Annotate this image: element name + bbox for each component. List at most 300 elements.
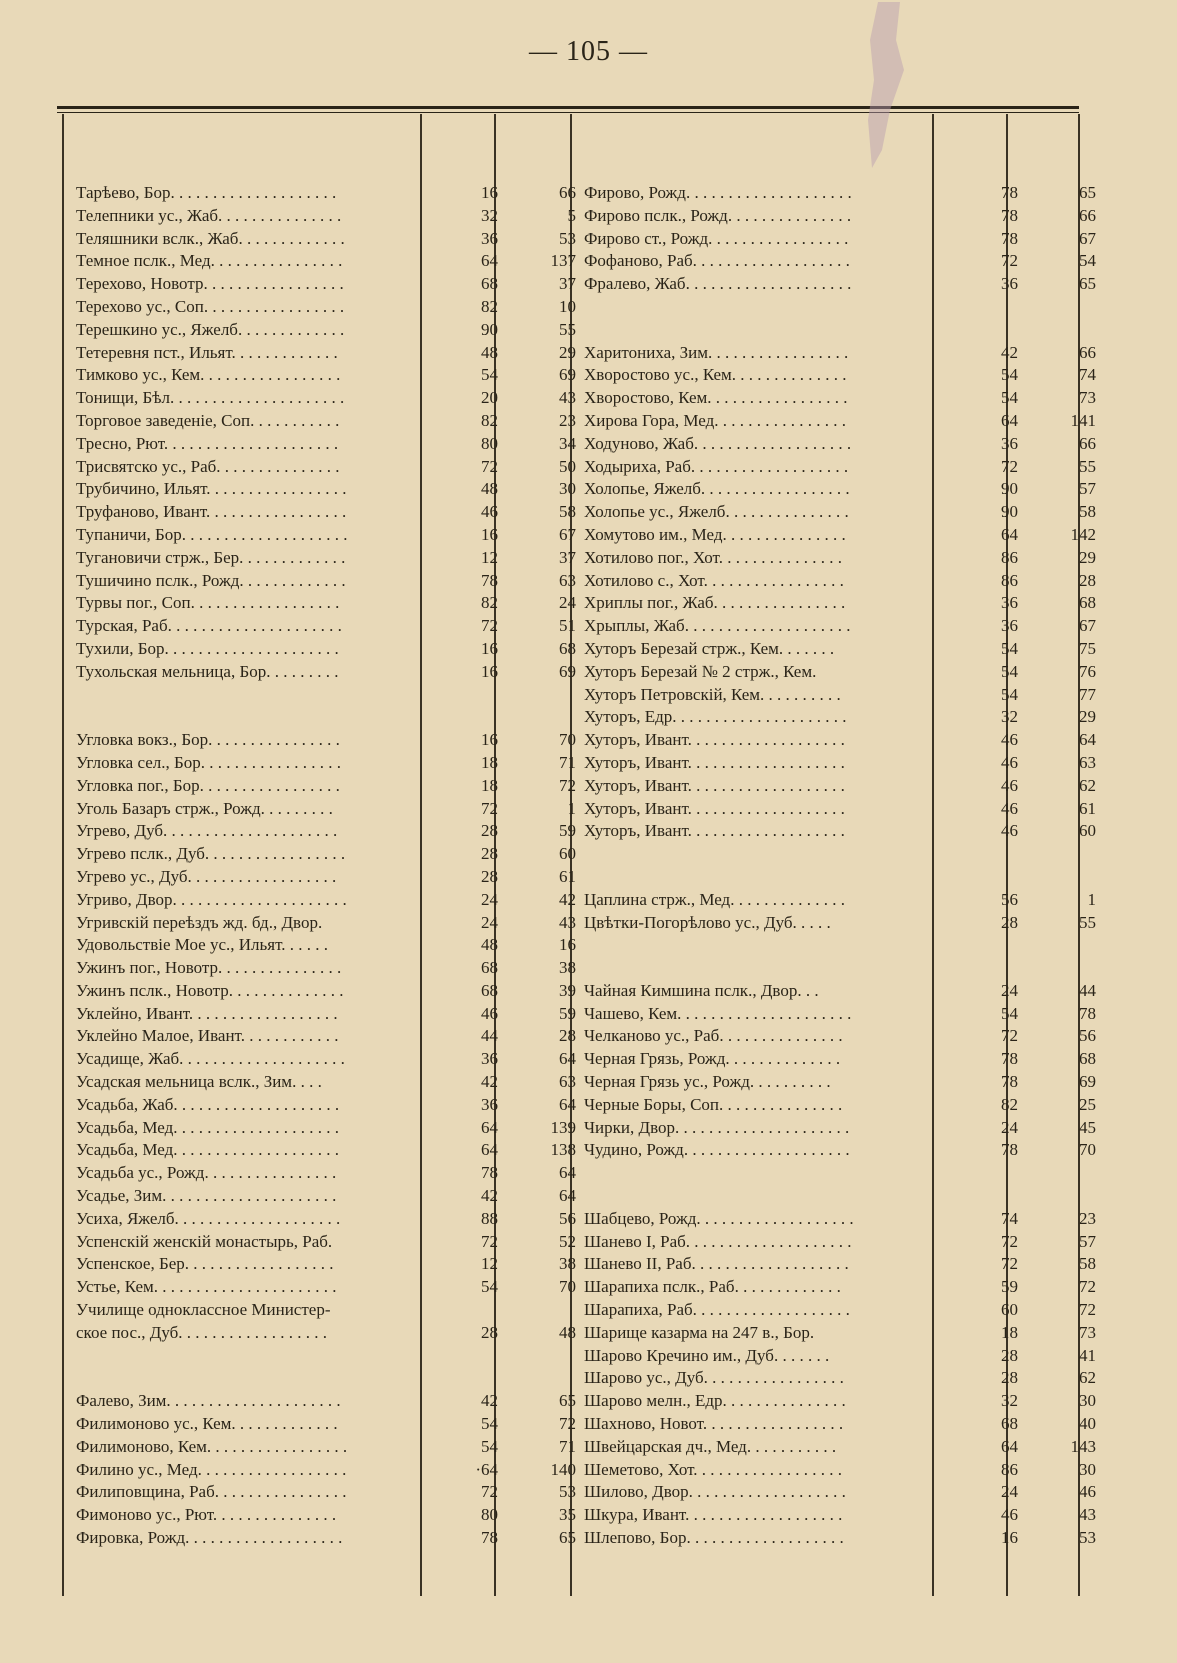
entry-map-sheet-number: 24 (481, 889, 498, 909)
entry-place-name: Усадьба ус., Рожд. . . . . . . . . . . . . . . . (76, 1163, 337, 1183)
entry-item-number: 5 (567, 205, 576, 225)
entry-item-number: 54 (1079, 251, 1096, 271)
entry-map-sheet-number: 86 (1001, 547, 1018, 567)
entry-item-number: 39 (559, 980, 576, 1000)
entry-item-number: 38 (559, 958, 576, 978)
entry-place-name: Угрево пслк., Дуб. . . . . . . . . . . . . . . . . (76, 844, 346, 864)
entry-place-name: Хирова Гора, Мед. . . . . . . . . . . . . . . . (584, 410, 846, 430)
entry-place-name: Хриплы пог., Жаб. . . . . . . . . . . . . . . . (584, 593, 846, 613)
entry-map-sheet-number: 46 (1001, 1505, 1018, 1525)
header-rule-thin (57, 112, 1079, 113)
entry-map-sheet-number: 82 (481, 593, 498, 613)
entry-item-number: 74 (1079, 365, 1096, 385)
entry-item-number: 139 (550, 1117, 576, 1137)
entry-place-name: Филино ус., Мед. . . . . . . . . . . . . . . . . . (76, 1459, 347, 1479)
entry-place-name: Тушичино пслк., Рожд. . . . . . . . . . . . . (76, 570, 346, 590)
entry-map-sheet-number: 90 (481, 319, 498, 339)
entry-map-sheet-number: 78 (1001, 205, 1018, 225)
entry-map-sheet-number: 36 (1001, 274, 1018, 294)
column-divider-left-num1 (420, 114, 422, 1596)
entry-map-sheet-number: 54 (1001, 365, 1018, 385)
entry-place-name: Филимоново, Кем. . . . . . . . . . . . . . . . . (76, 1436, 348, 1456)
entry-place-name: Угловка пог., Бор. . . . . . . . . . . . . . . . . (76, 775, 340, 795)
entry-item-number: 72 (559, 1414, 576, 1434)
column-divider-right-num1 (932, 114, 934, 1596)
entry-map-sheet-number: 28 (1001, 1368, 1018, 1388)
entry-item-number: 64 (559, 1094, 576, 1114)
entry-map-sheet-number: 90 (1001, 479, 1018, 499)
entry-map-sheet-number: 78 (1001, 1049, 1018, 1069)
entry-map-sheet-number: 68 (1001, 1414, 1018, 1434)
entry-item-number: 42 (559, 889, 576, 909)
entry-item-number: 138 (550, 1140, 576, 1160)
entry-item-number: 53 (1079, 1528, 1096, 1548)
entry-map-sheet-number: 24 (1001, 980, 1018, 1000)
entry-place-name: Терехово ус., Соп. . . . . . . . . . . . . . . . . (76, 296, 345, 316)
entry-map-sheet-number: 72 (1001, 1026, 1018, 1046)
entry-item-number: 23 (1079, 1208, 1096, 1228)
entry-map-sheet-number: 59 (1001, 1277, 1018, 1297)
entry-place-name: Тугановичи стрж., Бер. . . . . . . . . . . . . (76, 547, 346, 567)
entry-place-name: Хуторъ, Ивант. . . . . . . . . . . . . . . . . . . (584, 821, 845, 841)
entry-place-name: Угрево ус., Дуб. . . . . . . . . . . . . . . . . . (76, 866, 337, 886)
entry-item-number: 61 (1079, 798, 1096, 818)
entry-place-name: Тарѣево, Бор. . . . . . . . . . . . . . . . . . . . (76, 183, 337, 202)
entry-item-number: 64 (559, 1049, 576, 1069)
header-rule-thick (57, 106, 1079, 109)
entry-item-number: 69 (559, 661, 576, 681)
entry-item-number: 10 (559, 296, 576, 316)
entry-place-name: Фирово пслк., Рожд. . . . . . . . . . . . . . . (584, 205, 852, 225)
entry-place-name: Черная Грязь ус., Рожд. . . . . . . . . . (584, 1072, 831, 1092)
entry-item-number: 68 (1079, 1049, 1096, 1069)
entry-place-name: Фралево, Жаб. . . . . . . . . . . . . . . . . . . . (584, 274, 852, 294)
entry-item-number: 40 (1079, 1414, 1096, 1434)
entry-map-sheet-number: 54 (1001, 638, 1018, 658)
entry-item-number: 66 (1079, 205, 1096, 225)
entry-place-name: Харитониха, Зим. . . . . . . . . . . . . . . . . (584, 342, 849, 362)
entry-item-number: 72 (1079, 1300, 1096, 1320)
entry-map-sheet-number: 72 (481, 1482, 498, 1502)
entry-place-name: Хуторъ Петровскій, Кем. . . . . . . . . . (584, 684, 841, 704)
entry-place-name: Угриво, Двор. . . . . . . . . . . . . . . . . . . . . (76, 889, 347, 909)
entry-item-number: 70 (559, 730, 576, 750)
entry-item-number: 53 (559, 228, 576, 248)
entry-place-name: Угрево, Дуб. . . . . . . . . . . . . . . . . . . . . (76, 821, 338, 841)
entry-item-number: 61 (559, 866, 576, 886)
entry-map-sheet-number: 28 (1001, 1345, 1018, 1365)
entry-map-sheet-number: 28 (481, 1322, 498, 1342)
entry-item-number: 28 (1079, 570, 1096, 590)
entry-place-name: Шанево II, Раб. . . . . . . . . . . . . . . . . . . (584, 1254, 849, 1274)
entry-item-number: 43 (1079, 1505, 1096, 1525)
entry-item-number: 62 (1079, 775, 1096, 795)
entry-item-number: 76 (1079, 661, 1096, 681)
entry-item-number: 73 (1079, 1322, 1096, 1342)
entry-place-name: Фировка, Рожд. . . . . . . . . . . . . . . . . . . (76, 1528, 343, 1548)
entry-map-sheet-number: 44 (481, 1026, 498, 1046)
entry-place-name: Чайная Кимшина пслк., Двор. . . (584, 980, 819, 1000)
entry-place-name: Терешкино ус., Яжелб. . . . . . . . . . . . . (76, 319, 345, 339)
entry-place-name: Шкура, Ивант. . . . . . . . . . . . . . . . . . . (584, 1505, 843, 1525)
entry-map-sheet-number: 72 (481, 456, 498, 476)
entry-item-number: 59 (559, 821, 576, 841)
entry-item-number: 29 (1079, 547, 1096, 567)
entry-item-number: 29 (1079, 707, 1096, 727)
entry-item-number: 16 (559, 935, 576, 955)
entry-item-number: 30 (559, 479, 576, 499)
entry-map-sheet-number: 60 (1001, 1300, 1018, 1320)
entry-place-name: Шарово ус., Дуб. . . . . . . . . . . . . . . . . (584, 1368, 844, 1388)
entry-map-sheet-number: 32 (481, 205, 498, 225)
entry-item-number: 65 (1079, 183, 1096, 202)
entry-map-sheet-number: 20 (481, 388, 498, 408)
entry-map-sheet-number: 54 (481, 1277, 498, 1297)
entry-map-sheet-number: 72 (481, 616, 498, 636)
entry-place-name: Швейцарская дч., Мед. . . . . . . . . . . (584, 1436, 837, 1456)
entry-item-number: 29 (559, 342, 576, 362)
entry-place-name: Торговое заведеніе, Соп. . . . . . . . . . . (76, 410, 340, 430)
library-stamp-mark (860, 0, 908, 170)
entry-map-sheet-number: 78 (481, 570, 498, 590)
entry-map-sheet-number: 72 (1001, 251, 1018, 271)
entry-item-number: 41 (1079, 1345, 1096, 1365)
entry-map-sheet-number: 42 (481, 1072, 498, 1092)
entry-place-name: Хотилово пог., Хот. . . . . . . . . . . . . . . (584, 547, 842, 567)
entry-place-name: Уклейно Малое, Ивант. . . . . . . . . . . . (76, 1026, 339, 1046)
entry-place-name: Усадище, Жаб. . . . . . . . . . . . . . . . . . . . (76, 1049, 345, 1069)
entry-item-number: 56 (1079, 1026, 1096, 1046)
entry-place-name: Чудино, Рожд. . . . . . . . . . . . . . . . . . . . (584, 1140, 850, 1160)
entry-item-number: 37 (559, 274, 576, 294)
entry-place-name: Шарище казарма на 247 в., Бор. (584, 1322, 815, 1342)
entry-item-number: 58 (1079, 502, 1096, 522)
entry-item-number: 66 (1079, 433, 1096, 453)
entry-item-number: 38 (559, 1254, 576, 1274)
entry-map-sheet-number: 46 (1001, 775, 1018, 795)
entry-item-number: 66 (1079, 342, 1096, 362)
entry-item-number: 63 (559, 1072, 576, 1092)
entry-place-name: Чирки, Двор. . . . . . . . . . . . . . . . . . . . . (584, 1117, 850, 1137)
entry-item-number: 140 (550, 1459, 576, 1479)
entry-place-name: Усадьба, Мед. . . . . . . . . . . . . . . . . . . . (76, 1140, 340, 1160)
entry-place-name: Усиха, Яжелб. . . . . . . . . . . . . . . . . . . . (76, 1208, 341, 1228)
entry-item-number: 143 (1070, 1436, 1096, 1456)
entry-map-sheet-number: 24 (1001, 1117, 1018, 1137)
entry-map-sheet-number: 16 (481, 638, 498, 658)
entry-map-sheet-number: 54 (1001, 684, 1018, 704)
entry-map-sheet-number: 82 (481, 410, 498, 430)
entry-place-name: Черные Боры, Соп. . . . . . . . . . . . . . . (584, 1094, 843, 1114)
entry-item-number: 67 (1079, 228, 1096, 248)
entry-map-sheet-number: 46 (1001, 730, 1018, 750)
entry-map-sheet-number: 64 (481, 251, 498, 271)
entry-item-number: 62 (1079, 1368, 1096, 1388)
entry-item-number: 75 (1079, 638, 1096, 658)
entry-place-name: Хуторъ, Ивант. . . . . . . . . . . . . . . . . . . (584, 730, 845, 750)
entry-map-sheet-number: 18 (1001, 1322, 1018, 1342)
entry-place-name: Фофаново, Раб. . . . . . . . . . . . . . . . . . . (584, 251, 850, 271)
entry-map-sheet-number: 46 (1001, 752, 1018, 772)
entry-place-name: Челканово ус., Раб. . . . . . . . . . . . . . . (584, 1026, 843, 1046)
entry-place-name: Ходыриха, Раб. . . . . . . . . . . . . . . . . . . (584, 456, 849, 476)
entry-map-sheet-number: 78 (1001, 183, 1018, 202)
entry-place-name: Темное пслк., Мед. . . . . . . . . . . . . . . . (76, 251, 343, 271)
entry-item-number: 65 (1079, 274, 1096, 294)
entry-map-sheet-number: 72 (1001, 456, 1018, 476)
entry-place-name: Успенское, Бер. . . . . . . . . . . . . . . . . . (76, 1254, 334, 1274)
entry-item-number: 68 (559, 638, 576, 658)
entry-item-number: 78 (1079, 1003, 1096, 1023)
entry-map-sheet-number: 24 (1001, 1482, 1018, 1502)
entry-item-number: 23 (559, 410, 576, 430)
entry-place-name: Устье, Кем. . . . . . . . . . . . . . . . . . . . . . (76, 1277, 337, 1297)
entry-item-number: 44 (1079, 980, 1096, 1000)
entry-place-name: Филимоново ус., Кем. . . . . . . . . . . . . (76, 1414, 338, 1434)
entry-place-name: Шилово, Двор. . . . . . . . . . . . . . . . . . . (584, 1482, 846, 1502)
entry-place-name: Филиповщина, Раб. . . . . . . . . . . . . . . . (76, 1482, 347, 1502)
entry-place-name: Хотилово с., Хот. . . . . . . . . . . . . . . . . (584, 570, 844, 590)
entry-item-number: 55 (559, 319, 576, 339)
entry-map-sheet-number: 12 (481, 547, 498, 567)
entry-map-sheet-number: 36 (1001, 593, 1018, 613)
entry-item-number: 24 (559, 593, 576, 613)
entry-map-sheet-number: 88 (481, 1208, 498, 1228)
entry-place-name: Шеметово, Хот. . . . . . . . . . . . . . . . . . (584, 1459, 842, 1479)
entry-place-name: Угловка вокз., Бор. . . . . . . . . . . . . . . . (76, 730, 340, 750)
entry-map-sheet-number: 18 (481, 752, 498, 772)
entry-place-name: Тетеревня пст., Ильят. . . . . . . . . . . . . (76, 342, 338, 362)
entry-place-name: ское пос., Дуб. . . . . . . . . . . . . . . . . . (76, 1322, 328, 1342)
entry-map-sheet-number: 16 (481, 183, 498, 202)
page-number: — 105 — (529, 36, 648, 67)
entry-place-name: Усадье, Зим. . . . . . . . . . . . . . . . . . . . . (76, 1186, 337, 1206)
entry-place-name: Турвы пог., Соп. . . . . . . . . . . . . . . . . . (76, 593, 340, 613)
entry-place-name: Усадьба, Мед. . . . . . . . . . . . . . . . . . . . (76, 1117, 340, 1137)
entry-map-sheet-number: 64 (1001, 524, 1018, 544)
entry-item-number: 1 (1087, 889, 1096, 909)
entry-item-number: 28 (559, 1026, 576, 1046)
entry-map-sheet-number: 86 (1001, 1459, 1018, 1479)
entry-place-name: Хуторъ, Ивант. . . . . . . . . . . . . . . . . . . (584, 775, 845, 795)
entry-place-name: Хуторъ, Едр. . . . . . . . . . . . . . . . . . . . . (584, 707, 847, 727)
entry-map-sheet-number: 12 (481, 1254, 498, 1274)
entry-map-sheet-number: 42 (1001, 342, 1018, 362)
entry-map-sheet-number: 48 (481, 935, 498, 955)
entry-place-name: Хуторъ, Ивант. . . . . . . . . . . . . . . . . . . (584, 798, 845, 818)
entry-item-number: 55 (1079, 456, 1096, 476)
entry-item-number: 58 (1079, 1254, 1096, 1274)
entry-item-number: 35 (559, 1505, 576, 1525)
entry-place-name: Шарапиха пслк., Раб. . . . . . . . . . . . . (584, 1277, 841, 1297)
entry-place-name: Трисвятско ус., Раб. . . . . . . . . . . . . . . (76, 456, 340, 476)
entry-map-sheet-number: 46 (1001, 821, 1018, 841)
entry-item-number: 73 (1079, 388, 1096, 408)
entry-map-sheet-number: 28 (481, 821, 498, 841)
entry-place-name: Теляшники вслк., Жаб. . . . . . . . . . . . . (76, 228, 345, 248)
entry-place-name: Угривскій переѣздъ жд. бд., Двор. (76, 912, 323, 932)
entry-item-number: 50 (559, 456, 576, 476)
entry-place-name: Тухольская мельница, Бор. . . . . . . . . (76, 661, 339, 681)
entry-item-number: 57 (1079, 479, 1096, 499)
entry-map-sheet-number: 72 (1001, 1231, 1018, 1251)
entry-place-name: Чашево, Кем. . . . . . . . . . . . . . . . . . . . . (584, 1003, 852, 1023)
entry-item-number: 72 (1079, 1277, 1096, 1297)
entry-map-sheet-number: 28 (1001, 912, 1018, 932)
entry-place-name: Ужинъ пслк., Новотр. . . . . . . . . . . . . . (76, 980, 344, 1000)
entry-item-number: 59 (559, 1003, 576, 1023)
entry-place-name: Шарапиха, Раб. . . . . . . . . . . . . . . . . . . (584, 1300, 850, 1320)
entry-place-name: Тупаничи, Бор. . . . . . . . . . . . . . . . . . . . (76, 524, 348, 544)
entry-map-sheet-number: 28 (481, 844, 498, 864)
entry-place-name: Холопье ус., Яжелб. . . . . . . . . . . . . . . (584, 502, 849, 522)
entry-map-sheet-number: 72 (481, 1231, 498, 1251)
entry-place-name: Цаплина стрж., Мед. . . . . . . . . . . . . . (584, 889, 845, 909)
entry-map-sheet-number: 36 (1001, 433, 1018, 453)
entry-map-sheet-number: 86 (1001, 570, 1018, 590)
entry-item-number: 30 (1079, 1459, 1096, 1479)
entry-map-sheet-number: 54 (481, 1436, 498, 1456)
entry-item-number: 43 (559, 912, 576, 932)
entry-map-sheet-number: 48 (481, 342, 498, 362)
entry-item-number: 52 (559, 1231, 576, 1251)
entry-item-number: 69 (559, 365, 576, 385)
entry-item-number: 70 (559, 1277, 576, 1297)
entry-map-sheet-number: 36 (1001, 616, 1018, 636)
entry-item-number: 60 (1079, 821, 1096, 841)
entry-map-sheet-number: 64 (1001, 410, 1018, 430)
entry-place-name: Тимково ус., Кем. . . . . . . . . . . . . . . . . (76, 365, 341, 385)
entry-place-name: Терехово, Новотр. . . . . . . . . . . . . . . . . (76, 274, 344, 294)
entry-item-number: 55 (1079, 912, 1096, 932)
entry-map-sheet-number: 48 (481, 479, 498, 499)
entry-map-sheet-number: 78 (481, 1528, 498, 1548)
entry-item-number: 63 (559, 570, 576, 590)
entry-item-number: 67 (559, 524, 576, 544)
entry-place-name: Холопье, Яжелб. . . . . . . . . . . . . . . . . . (584, 479, 850, 499)
entry-place-name: Шанево I, Раб. . . . . . . . . . . . . . . . . . . . (584, 1231, 852, 1251)
entry-item-number: 64 (559, 1163, 576, 1183)
entry-place-name: Фимоново ус., Рют. . . . . . . . . . . . . . . (76, 1505, 337, 1525)
entry-map-sheet-number: 16 (481, 661, 498, 681)
entry-map-sheet-number: 72 (481, 798, 498, 818)
entry-place-name: Ужинъ пог., Новотр. . . . . . . . . . . . . . . (76, 958, 342, 978)
entry-place-name: Усадская мельница вслк., Зим. . . . (76, 1072, 322, 1092)
entry-place-name: Шарово Кречино им., Дуб. . . . . . . (584, 1345, 830, 1365)
entry-item-number: 64 (1079, 730, 1096, 750)
entry-item-number: 43 (559, 388, 576, 408)
table-border-left (62, 114, 64, 1596)
entry-map-sheet-number: 64 (1001, 1436, 1018, 1456)
entry-map-sheet-number: 46 (1001, 798, 1018, 818)
entry-place-name: Телепники ус., Жаб. . . . . . . . . . . . . . . (76, 205, 342, 225)
entry-place-name: Хуторъ Березай № 2 стрж., Кем. (584, 661, 817, 681)
entry-place-name: Тухили, Бор. . . . . . . . . . . . . . . . . . . . . (76, 638, 339, 658)
entry-map-sheet-number: 54 (1001, 388, 1018, 408)
entry-place-name: Черная Грязь, Рожд. . . . . . . . . . . . . . (584, 1049, 841, 1069)
entry-place-name: Училище одноклассное Министер- (76, 1300, 331, 1320)
entry-map-sheet-number: 68 (481, 980, 498, 1000)
entry-map-sheet-number: 42 (481, 1186, 498, 1206)
entry-place-name: Шахново, Новот. . . . . . . . . . . . . . . . . (584, 1414, 844, 1434)
entry-item-number: 65 (559, 1391, 576, 1411)
entry-item-number: 56 (559, 1208, 576, 1228)
entry-place-name: Хворостово, Кем. . . . . . . . . . . . . . . . . (584, 388, 848, 408)
entry-item-number: 70 (1079, 1140, 1096, 1160)
entry-item-number: 57 (1079, 1231, 1096, 1251)
entry-item-number: 34 (559, 433, 576, 453)
entry-place-name: Тресно, Рют. . . . . . . . . . . . . . . . . . . . . (76, 433, 339, 453)
entry-map-sheet-number: 18 (481, 775, 498, 795)
entry-item-number: 141 (1070, 410, 1096, 430)
entry-map-sheet-number: 32 (1001, 1391, 1018, 1411)
entry-place-name: Шарово мелн., Едр. . . . . . . . . . . . . . . (584, 1391, 846, 1411)
entry-item-number: 77 (1079, 684, 1096, 704)
entry-map-sheet-number: 42 (481, 1391, 498, 1411)
entry-map-sheet-number: 54 (1001, 661, 1018, 681)
entry-item-number: 1 (567, 798, 576, 818)
entry-place-name: Фирово, Рожд. . . . . . . . . . . . . . . . . . . . (584, 183, 852, 202)
entry-place-name: Хомутово им., Мед. . . . . . . . . . . . . . . (584, 524, 846, 544)
entry-item-number: 71 (559, 752, 576, 772)
entry-place-name: Труфаново, Ивант. . . . . . . . . . . . . . . . . (76, 502, 347, 522)
entry-map-sheet-number: 16 (481, 730, 498, 750)
entry-map-sheet-number: 54 (481, 365, 498, 385)
entry-place-name: Хрыплы, Жаб. . . . . . . . . . . . . . . . . . . . (584, 616, 851, 636)
entry-item-number: 60 (559, 844, 576, 864)
entry-item-number: 64 (559, 1186, 576, 1206)
entry-place-name: Усадьба, Жаб. . . . . . . . . . . . . . . . . . . . (76, 1094, 340, 1114)
entry-item-number: 137 (550, 251, 576, 271)
entry-place-name: Турская, Раб. . . . . . . . . . . . . . . . . . . . . (76, 616, 342, 636)
entry-place-name: Хворостово ус., Кем. . . . . . . . . . . . . . (584, 365, 847, 385)
entry-map-sheet-number: 68 (481, 958, 498, 978)
entry-map-sheet-number: 68 (481, 274, 498, 294)
entry-place-name: Трубичино, Ильят. . . . . . . . . . . . . . . . . (76, 479, 347, 499)
entry-map-sheet-number: 82 (481, 296, 498, 316)
entry-place-name: Фалево, Зим. . . . . . . . . . . . . . . . . . . . . (76, 1391, 341, 1411)
entry-item-number: 72 (559, 775, 576, 795)
entry-item-number: 30 (1079, 1391, 1096, 1411)
entry-map-sheet-number: 78 (1001, 228, 1018, 248)
entry-item-number: 68 (1079, 593, 1096, 613)
entry-map-sheet-number: 78 (1001, 1140, 1018, 1160)
entry-item-number: 67 (1079, 616, 1096, 636)
entry-map-sheet-number: 36 (481, 228, 498, 248)
entry-map-sheet-number: 64 (481, 1140, 498, 1160)
entry-place-name: Успенскій женскій монастырь, Раб. (76, 1231, 333, 1251)
entry-item-number: 45 (1079, 1117, 1096, 1137)
entry-map-sheet-number: 28 (481, 866, 498, 886)
entry-map-sheet-number: ·64 (475, 1459, 498, 1479)
entry-map-sheet-number: 24 (481, 912, 498, 932)
entry-map-sheet-number: 54 (1001, 1003, 1018, 1023)
entry-place-name: Хуторъ Березай стрж., Кем. . . . . . . (584, 638, 835, 658)
entry-item-number: 53 (559, 1482, 576, 1502)
entry-map-sheet-number: 78 (481, 1163, 498, 1183)
entry-place-name: Уголь Базаръ стрж., Рожд. . . . . . . . . (76, 798, 333, 818)
entry-map-sheet-number: 64 (481, 1117, 498, 1137)
entry-item-number: 58 (559, 502, 576, 522)
entry-map-sheet-number: 36 (481, 1094, 498, 1114)
entry-item-number: 37 (559, 547, 576, 567)
entry-place-name: Удовольствіе Мое ус., Ильят. . . . . . (76, 935, 328, 955)
entry-item-number: 71 (559, 1436, 576, 1456)
entry-map-sheet-number: 46 (481, 502, 498, 522)
entry-item-number: 69 (1079, 1072, 1096, 1092)
entry-map-sheet-number: 32 (1001, 707, 1018, 727)
entry-map-sheet-number: 72 (1001, 1254, 1018, 1274)
